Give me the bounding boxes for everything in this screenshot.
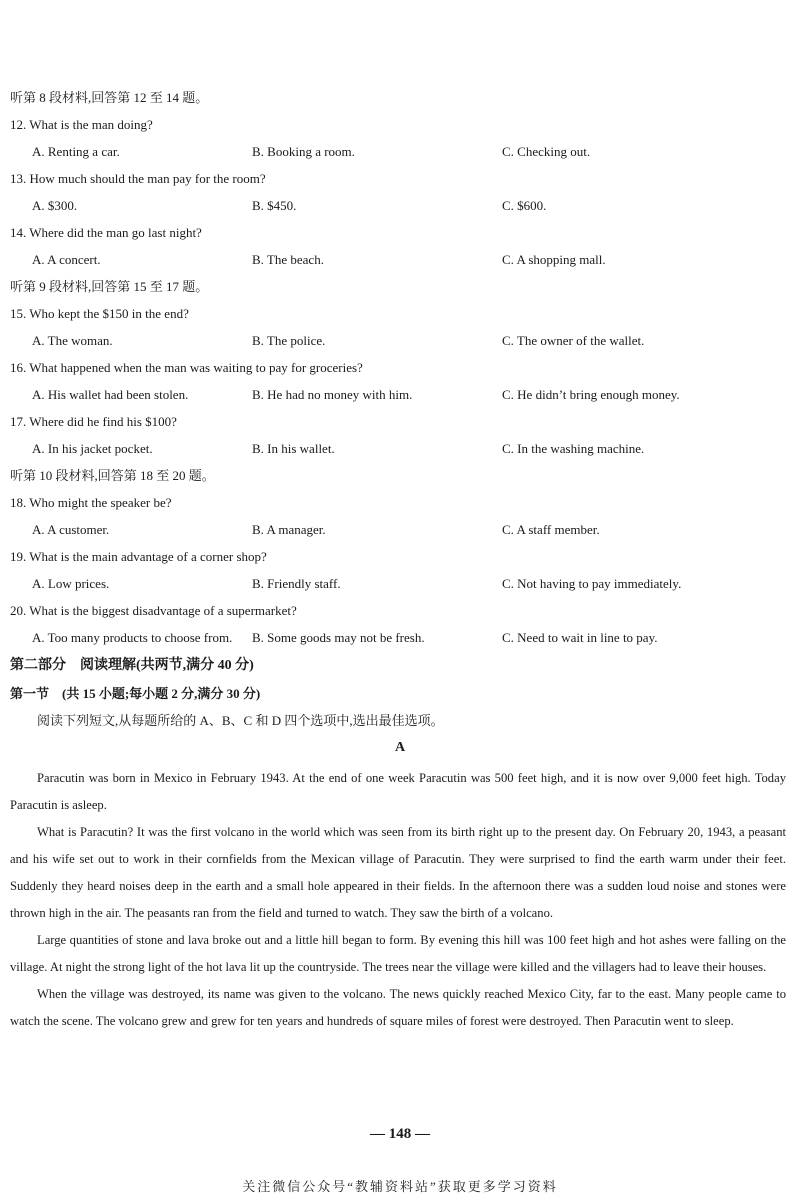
option-c: C. Need to wait in line to pay. [502, 630, 658, 645]
paragraph: Paracutin was born in Mexico in February 1943. At the end of one week Paracutin was 500 feet high, and it is now over 9,000 feet high. Today Paracutin is asleep. [10, 771, 786, 812]
paragraph: What is Paracutin? It was the first volcano in the world which was seen from its birth right up to the present day. On February 20, 1943, a peasant and his wife set out to work in their cornfields from the Mexican village of Paracutin. They were surprised to find the earth warm under their feet. Suddenly they heard noises deep in the earth and a small hole appeared in their fields. In the afternoon there was a sudden loud noise and stones were thrown high in the air. The peasants ran from the field and turned to watch. They saw the birth of a volcano. [10, 825, 786, 920]
question-14: 14. Where did the man go last night? [10, 225, 202, 240]
question-16: 16. What happened when the man was waiting to pay for groceries? [10, 360, 363, 375]
option-c: C. Not having to pay immediately. [502, 576, 682, 591]
question-12: 12. What is the man doing? [10, 117, 153, 132]
option-c: C. The owner of the wallet. [502, 333, 645, 348]
option-b: B. In his wallet. [252, 441, 335, 456]
option-c: C. He didn’t bring enough money. [502, 387, 680, 402]
option-b: B. The beach. [252, 252, 324, 267]
section-heading: 听第 9 段材料,回答第 15 至 17 题。 [10, 279, 209, 294]
option-a: A. $300. [32, 198, 78, 213]
option-a: A. A customer. [32, 522, 110, 537]
section-title: 第一节 (共 15 小题;每小题 2 分,满分 30 分) [10, 686, 261, 701]
passage-body [10, 765, 786, 1035]
paragraph: When the village was destroyed, its name was given to the volcano. The news quickly reached Mexico City, far to the east. Many people came to watch the scene. The volcano grew and grew for ten years and hundreds of square miles of forest were destroyed. Then Paracutin went to sleep. [10, 987, 786, 1028]
option-b: B. He had no money with him. [252, 387, 413, 402]
option-a: A. Renting a car. [32, 144, 120, 159]
option-a: A. Too many products to choose from. [32, 630, 233, 645]
question-15: 15. Who kept the $150 in the end? [10, 306, 189, 321]
section-heading: 听第 8 段材料,回答第 12 至 14 题。 [10, 90, 209, 105]
footer-note: 关注微信公众号“教辅资料站”获取更多学习资料 [242, 1179, 558, 1194]
option-c: C. In the washing machine. [502, 441, 645, 456]
question-17: 17. Where did he find his $100? [10, 414, 177, 429]
question-13: 13. How much should the man pay for the room? [10, 171, 266, 186]
passage-label: A [394, 740, 406, 755]
option-c: C. $600. [502, 198, 547, 213]
option-a: A. Low prices. [32, 576, 110, 591]
option-a: A. His wallet had been stolen. [32, 387, 189, 402]
question-19: 19. What is the main advantage of a corner shop? [10, 549, 267, 564]
part-title: 第二部分 阅读理解(共两节,满分 40 分) [10, 658, 254, 673]
option-c: C. A staff member. [502, 522, 600, 537]
option-b: B. The police. [252, 333, 326, 348]
option-b: B. Some goods may not be fresh. [252, 630, 425, 645]
option-b: B. Friendly staff. [252, 576, 341, 591]
question-18: 18. Who might the speaker be? [10, 495, 172, 510]
option-b: B. Booking a room. [252, 144, 355, 159]
option-a: A. A concert. [32, 252, 101, 267]
paragraph: Large quantities of stone and lava broke out and a little hill began to form. By evening this hill was 100 feet high and hot ashes were falling on the village. At night the strong light of the hot lava lit up the countryside. The trees near the village were killed and the villagers had to leave their houses. [10, 933, 786, 974]
option-a: A. The woman. [32, 333, 113, 348]
option-c: C. A shopping mall. [502, 252, 606, 267]
option-a: A. In his jacket pocket. [32, 441, 153, 456]
option-b: B. $450. [252, 198, 297, 213]
question-20: 20. What is the biggest disadvantage of a supermarket? [10, 603, 297, 618]
section-heading: 听第 10 段材料,回答第 18 至 20 题。 [10, 468, 215, 483]
page-number: — 148 — [370, 1126, 430, 1142]
option-c: C. Checking out. [502, 144, 591, 159]
option-b: B. A manager. [252, 522, 326, 537]
instruction: 阅读下列短文,从每题所给的 A、B、C 和 D 四个选项中,选出最佳选项。 [37, 713, 444, 728]
